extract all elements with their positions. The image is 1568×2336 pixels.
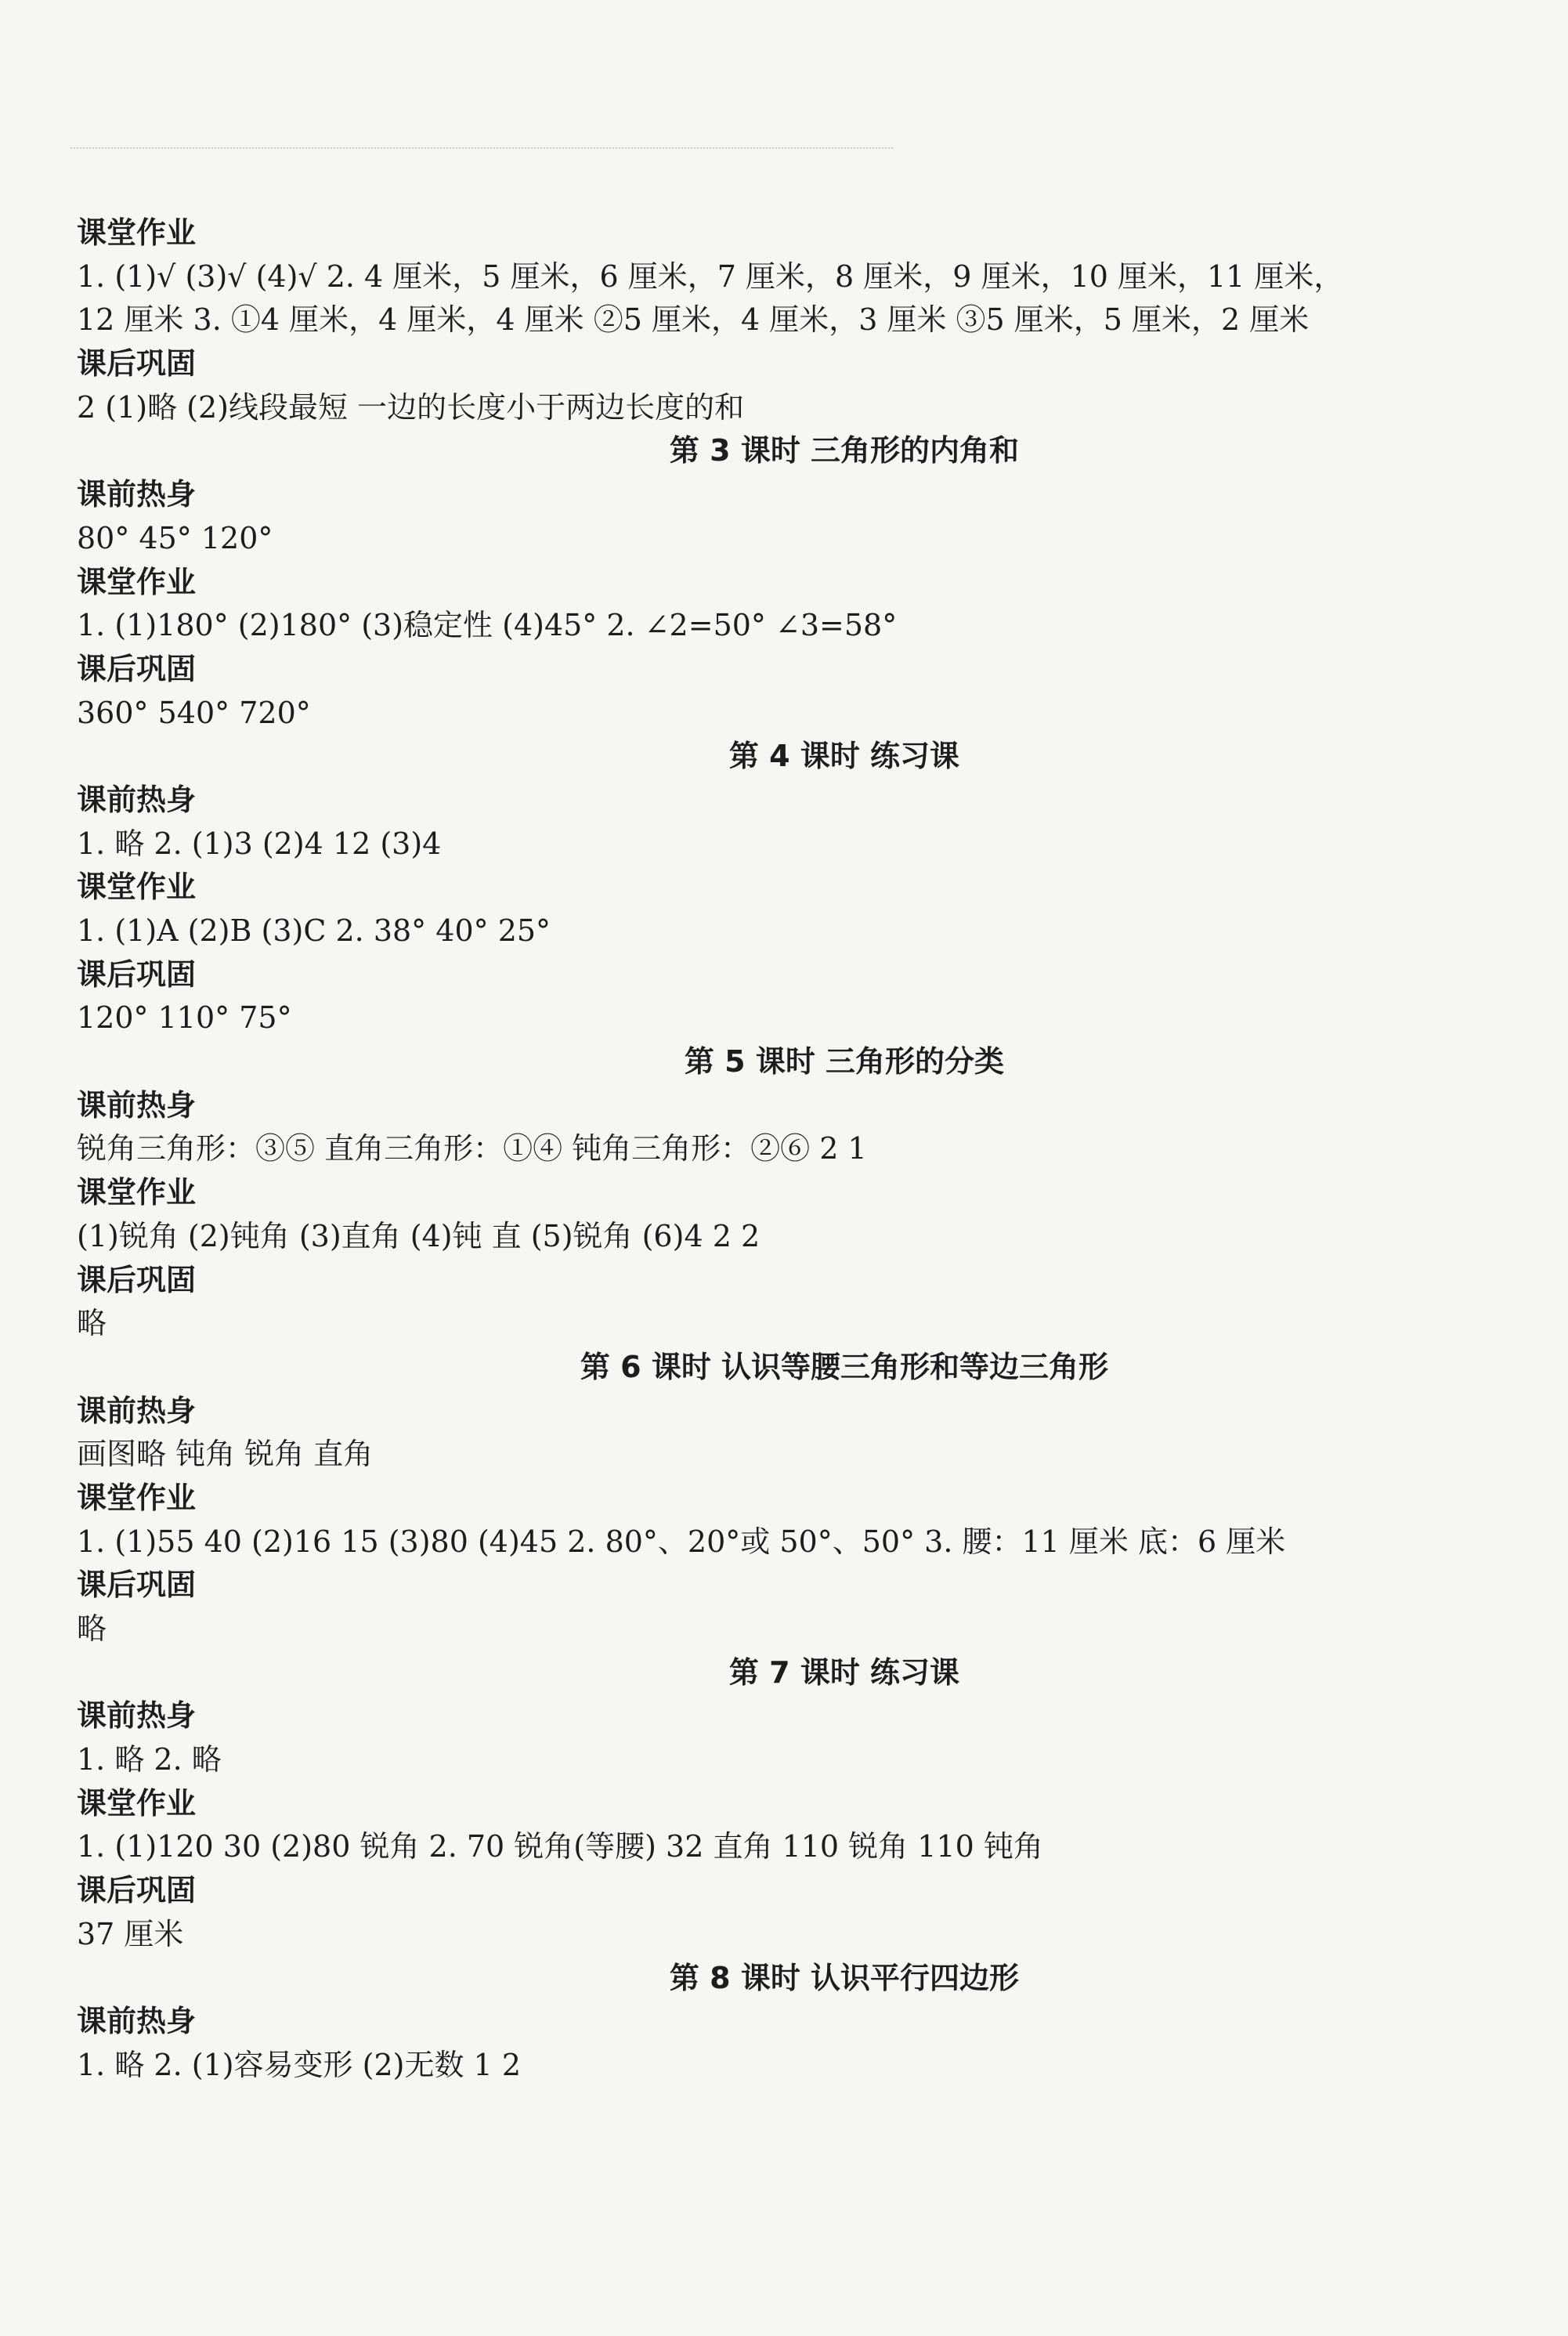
answer-line: 略 xyxy=(77,1611,107,1646)
answer-line: 1. (1)A (2)B (3)C 2. 38° 40° 25° xyxy=(77,913,551,948)
answer-line: 37 厘米 xyxy=(77,1916,184,1951)
section-label: 课前热身 xyxy=(77,1087,197,1123)
lesson-heading: 第 5 课时 三角形的分类 xyxy=(684,1044,1005,1079)
answer-line: 1. (1)180° (2)180° (3)稳定性 (4)45° 2. ∠2=50° ∠3=58° xyxy=(77,608,898,643)
answer-line: 1. (1)√ (3)√ (4)√ 2. 4 厘米，5 厘米，6 厘米，7 厘米，8 厘米，9 厘米，10 厘米，11 厘米， xyxy=(77,259,1344,294)
section-label: 课后巩固 xyxy=(77,1568,197,1603)
answer-content xyxy=(77,212,1510,2088)
answer-line: 1. 略 2. 略 xyxy=(77,1742,222,1777)
answer-line: 360° 540° 720° xyxy=(77,695,311,730)
section-label: 课前热身 xyxy=(77,782,197,817)
answer-line: 1. 略 2. (1)容易变形 (2)无数 1 2 xyxy=(77,2047,521,2082)
section-label: 课前热身 xyxy=(77,2004,197,2039)
answer-line: 120° 110° 75° xyxy=(77,1000,292,1036)
lesson-heading: 第 8 课时 认识平行四边形 xyxy=(669,1960,1020,1995)
answer-line: 1. (1)55 40 (2)16 15 (3)80 (4)45 2. 80°、20°或 50°、50° 3. 腰：11 厘米 底：6 厘米 xyxy=(77,1524,1286,1559)
lesson-heading: 第 7 课时 练习课 xyxy=(728,1654,960,1690)
section-label: 课前热身 xyxy=(77,1393,197,1428)
lesson-heading: 第 6 课时 认识等腰三角形和等边三角形 xyxy=(580,1349,1109,1384)
section-label: 课后巩固 xyxy=(77,346,197,381)
section-label: 课后巩固 xyxy=(77,1262,197,1297)
section-label: 课前热身 xyxy=(77,1698,197,1734)
lesson-heading: 第 3 课时 三角形的内角和 xyxy=(669,433,1020,468)
section-label: 课后巩固 xyxy=(77,651,197,686)
section-label: 课前热身 xyxy=(77,477,197,512)
lesson-heading: 第 4 课时 练习课 xyxy=(728,739,960,774)
answer-line: 略 xyxy=(77,1306,107,1341)
section-label: 课堂作业 xyxy=(77,564,197,599)
answer-line: 1. 略 2. (1)3 (2)4 12 (3)4 xyxy=(77,826,442,861)
answer-line: 2 (1)略 (2)线段最短 一边的长度小于两边长度的和 xyxy=(77,389,745,425)
section-label: 课后巩固 xyxy=(77,1873,197,1908)
answer-line: 1. (1)120 30 (2)80 锐角 2. 70 锐角(等腰) 32 直角 110 锐角 110 钝角 xyxy=(77,1829,1043,1864)
answer-line: 12 厘米 3. ①4 厘米，4 厘米，4 厘米 ②5 厘米，4 厘米，3 厘米 ③5 厘米，5 厘米，2 厘米 xyxy=(77,302,1310,338)
answer-line: 80° 45° 120° xyxy=(77,520,273,555)
section-label: 课堂作业 xyxy=(77,215,197,250)
section-label: 课堂作业 xyxy=(77,1175,197,1210)
section-label: 课后巩固 xyxy=(77,956,197,992)
section-label: 课堂作业 xyxy=(77,1480,197,1515)
header-rule xyxy=(70,147,893,149)
answer-line: (1)锐角 (2)钝角 (3)直角 (4)钝 直 (5)锐角 (6)4 2 2 xyxy=(77,1218,761,1253)
section-label: 课堂作业 xyxy=(77,870,197,905)
answer-line: 画图略 钝角 锐角 直角 xyxy=(77,1437,374,1472)
section-label: 课堂作业 xyxy=(77,1785,197,1821)
answer-line: 锐角三角形：③⑤ 直角三角形：①④ 钝角三角形：②⑥ 2 1 xyxy=(77,1131,867,1166)
